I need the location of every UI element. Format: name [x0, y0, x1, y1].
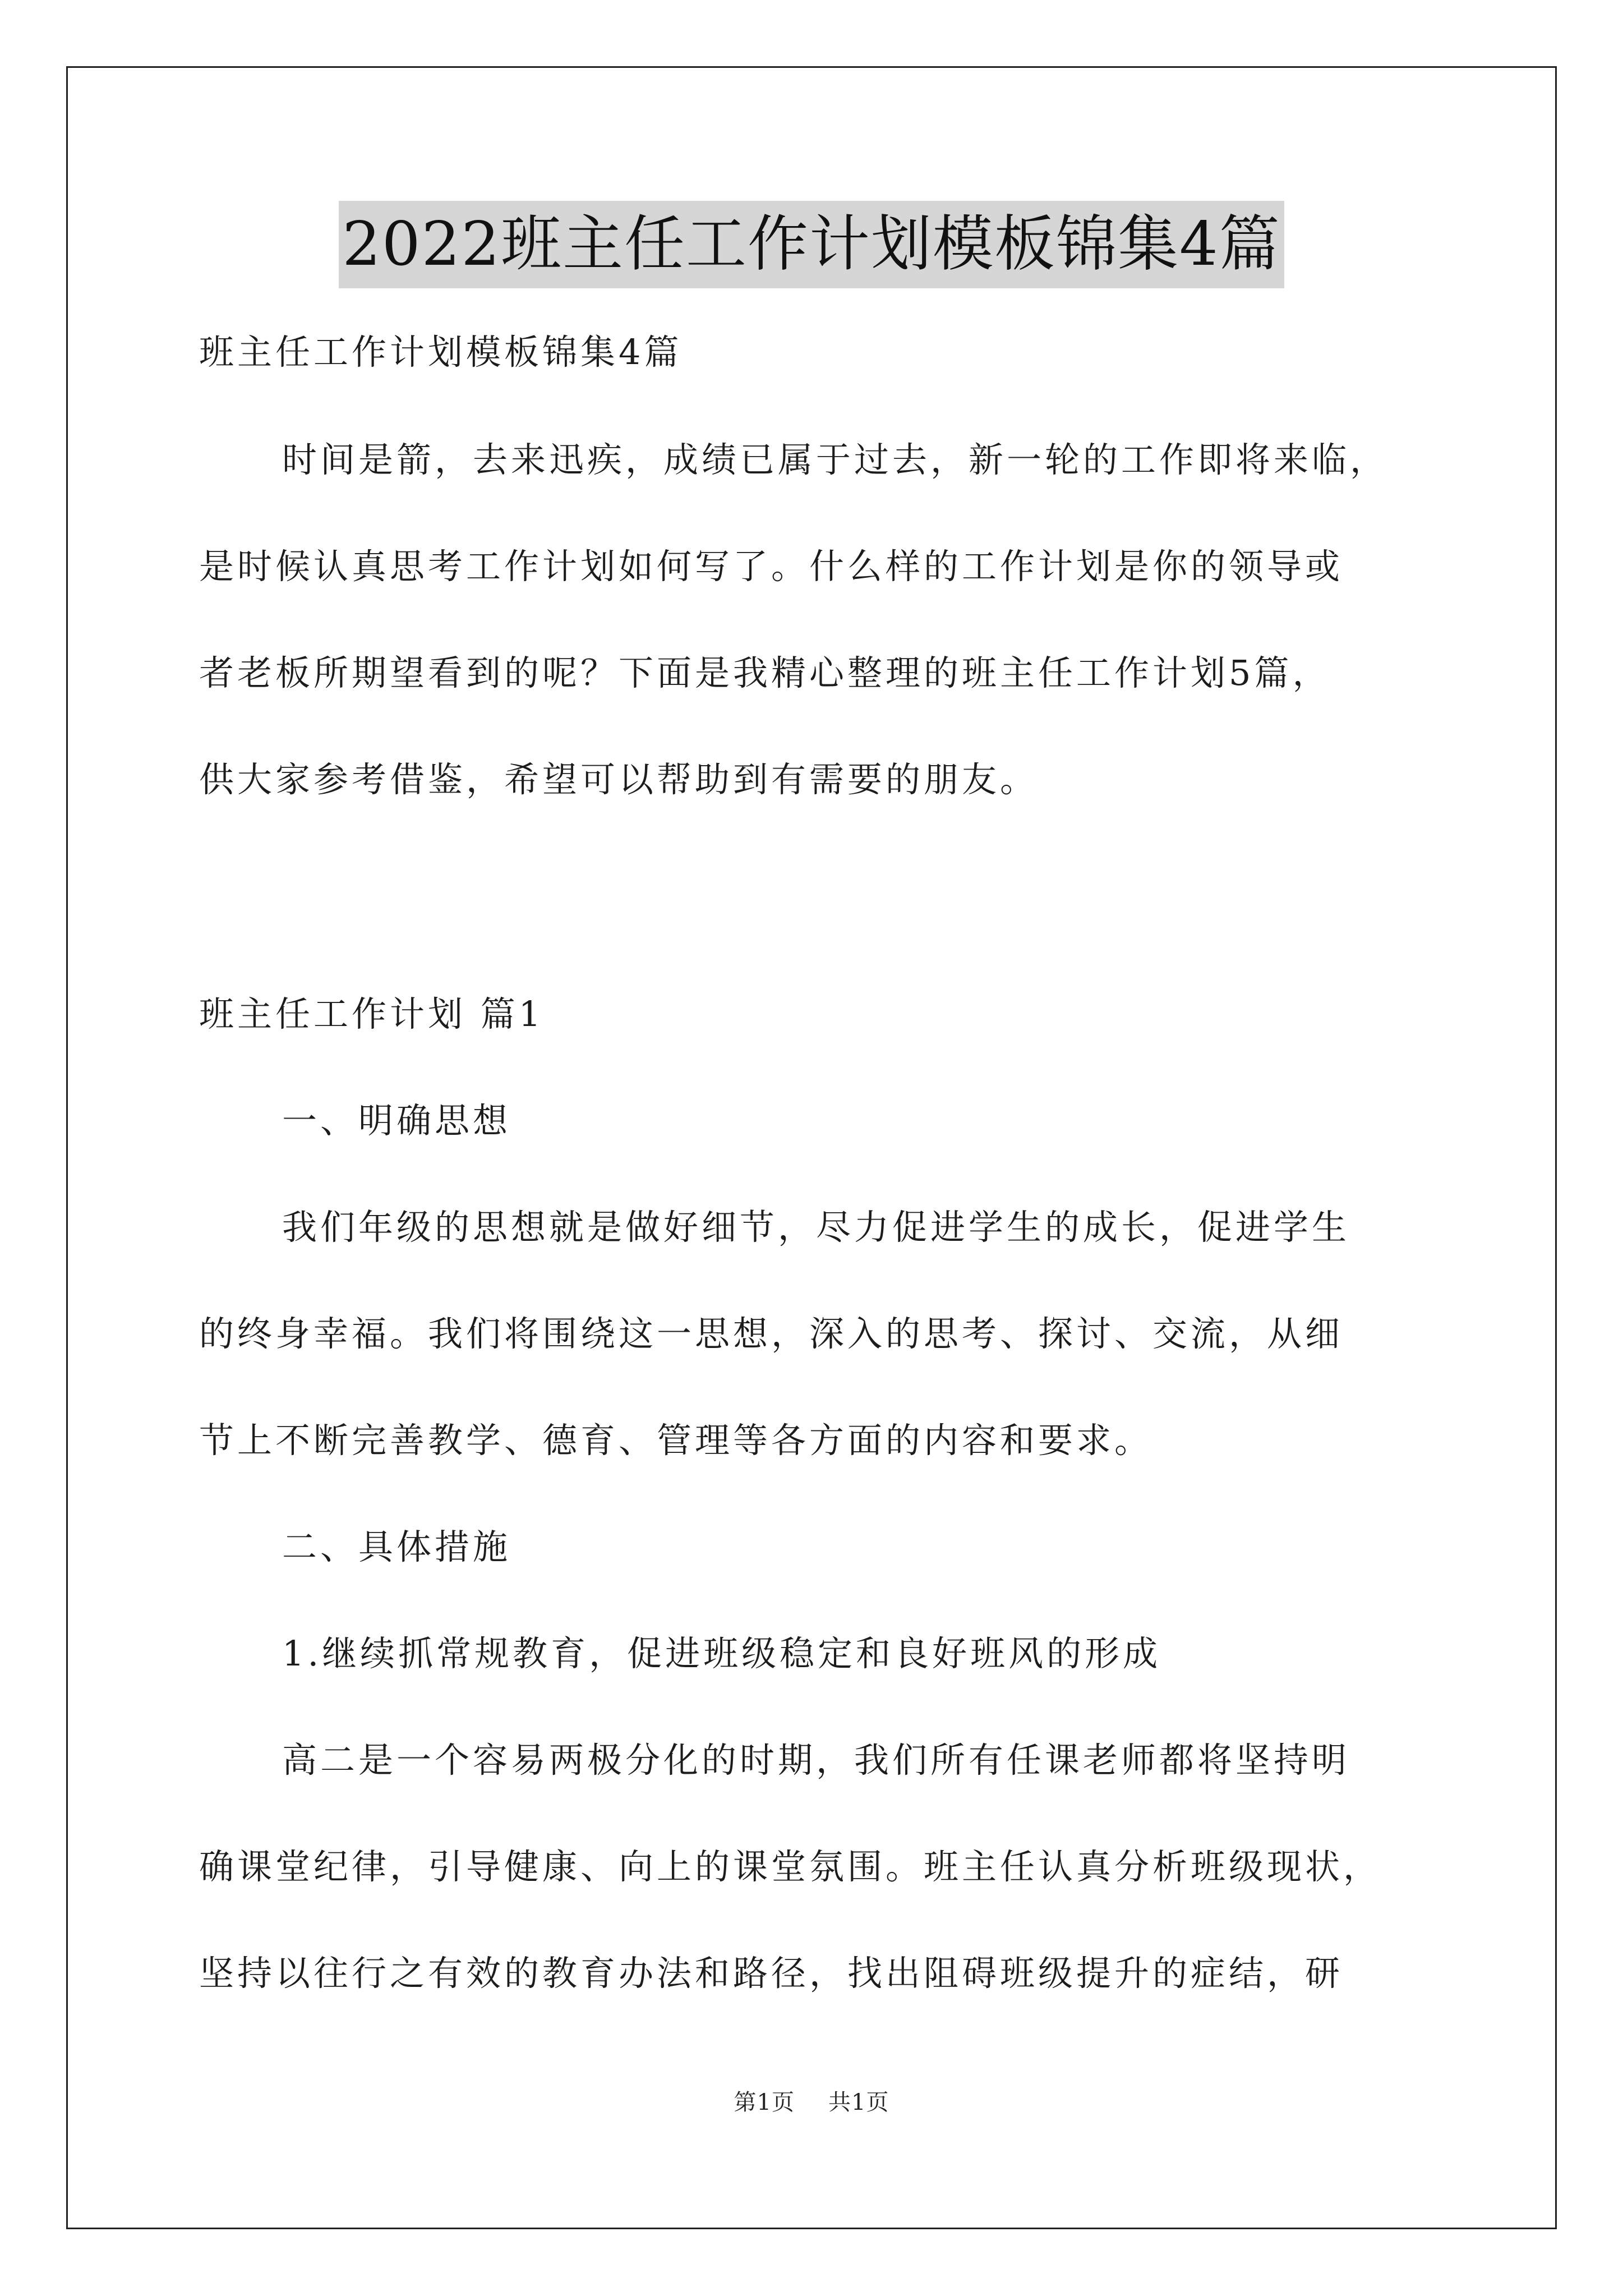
- paragraph-line: 的终身幸福。我们将围绕这一思想，深入的思考、探讨、交流，从细: [199, 1313, 1344, 1354]
- paragraph-line: 是时候认真思考工作计划如何写了。什么样的工作计划是你的领导或: [199, 546, 1344, 587]
- title-wrap: [0, 201, 1623, 288]
- subsection-heading: 一、明确思想: [282, 1100, 511, 1141]
- subsection-heading: 二、具体措施: [282, 1526, 511, 1567]
- paragraph-line: 高二是一个容易两极分化的时期，我们所有任课老师都将坚持明: [282, 1740, 1350, 1780]
- paragraph-line: 确课堂纪律，引导健康、向上的课堂氛围。班主任认真分析班级现状，: [199, 1846, 1382, 1887]
- paragraph-line: 时间是箭，去来迅疾，成绩已属于过去，新一轮的工作即将来临，: [282, 439, 1389, 480]
- paragraph-line: 我们年级的思想就是做好细节，尽力促进学生的成长，促进学生: [282, 1207, 1350, 1248]
- subtitle-line: 班主任工作计划模板锦集4篇: [199, 332, 683, 372]
- list-item-heading: 1.继续抓常规教育，促进班级稳定和良好班风的形成: [282, 1633, 1161, 1674]
- paragraph-line: 者老板所期望看到的呢？下面是我精心整理的班主任工作计划5篇，: [199, 652, 1331, 693]
- paragraph-line: 节上不断完善教学、德育、管理等各方面的内容和要求。: [199, 1420, 1153, 1461]
- page-number: 第1页: [734, 2090, 795, 2115]
- paragraph-line: 供大家参考借鉴，希望可以帮助到有需要的朋友。: [199, 759, 1039, 800]
- paragraph-line: 坚持以往行之有效的教育办法和路径，找出阻碍班级提升的症结，研: [199, 1953, 1344, 1994]
- page-footer: [0, 2085, 1623, 2116]
- page-total: 共1页: [828, 2090, 889, 2115]
- page-border: [66, 66, 1557, 2229]
- document-title: 2022班主任工作计划模板锦集4篇: [339, 201, 1284, 288]
- section-heading: 班主任工作计划 篇1: [199, 993, 545, 1034]
